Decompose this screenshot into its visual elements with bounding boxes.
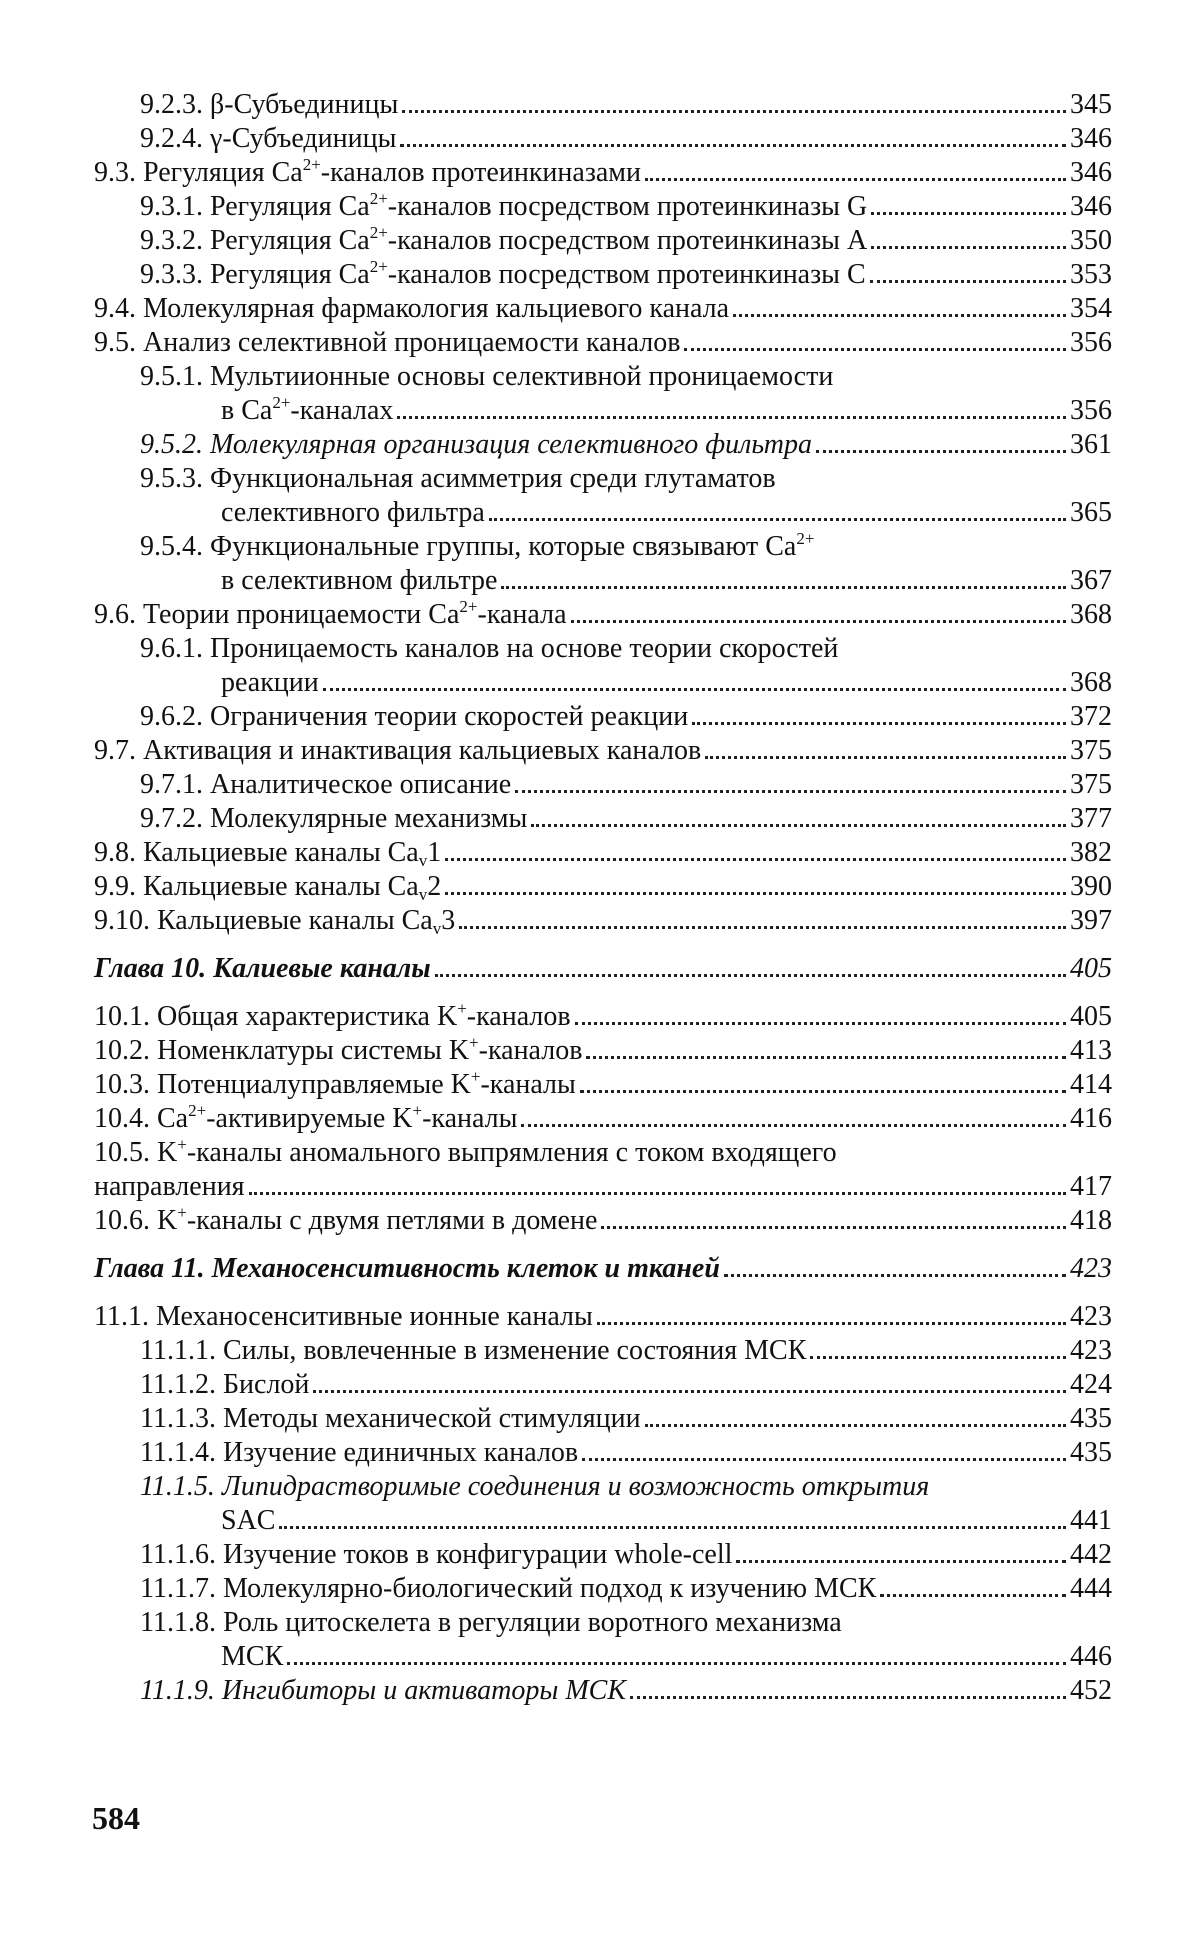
toc-entry-page: 416 bbox=[1070, 1103, 1112, 1134]
toc-entry bbox=[94, 428, 1112, 462]
toc-entry-page: 353 bbox=[1070, 259, 1112, 290]
dot-leader bbox=[582, 1458, 1066, 1461]
toc-entry-title: 9.4. Молекулярная фармакология кальциевого канала bbox=[94, 293, 730, 324]
toc-entry bbox=[94, 462, 1112, 530]
dot-leader bbox=[870, 280, 1066, 283]
toc-entry-page: 382 bbox=[1070, 837, 1112, 868]
dot-leader bbox=[435, 974, 1066, 977]
toc-entry-page: 375 bbox=[1070, 735, 1112, 766]
toc-entry-page: 346 bbox=[1070, 191, 1112, 222]
toc-entry bbox=[94, 700, 1112, 734]
toc-entry-page: 368 bbox=[1070, 667, 1112, 698]
toc-entry-title: 9.6.2. Ограничения теории скоростей реакции bbox=[140, 701, 689, 732]
toc-entry-title: SAC bbox=[221, 1505, 276, 1536]
toc-entry-title: 11.1.4. Изучение единичных каналов bbox=[140, 1437, 579, 1468]
dot-leader bbox=[645, 1424, 1066, 1427]
dot-leader bbox=[515, 790, 1066, 793]
toc-entry-title: 9.5.4. Функциональные группы, которые связывают $Ca^{2+}$ bbox=[140, 529, 815, 562]
toc-entry-page: 444 bbox=[1070, 1573, 1112, 1604]
toc-entry-title: в $Ca^{2+}$-каналах bbox=[221, 393, 394, 426]
toc-entry-title: 9.2.4. γ-Субъединицы bbox=[140, 123, 397, 154]
toc-entry-page: 346 bbox=[1070, 157, 1112, 188]
toc-entry-title: 9.8. Кальциевые каналы $Ca_v1$ bbox=[94, 837, 442, 870]
toc-entry-page: 375 bbox=[1070, 769, 1112, 800]
toc-entry-page: 418 bbox=[1070, 1205, 1112, 1236]
toc-entry-title: 9.5. Анализ селективной проницаемости каналов bbox=[94, 327, 681, 358]
toc-entry-title: 9.5.3. Функциональная асимметрия среди глутаматов bbox=[140, 463, 776, 494]
toc-entry-page: 424 bbox=[1070, 1369, 1112, 1400]
dot-leader bbox=[323, 688, 1066, 691]
dot-leader bbox=[645, 178, 1066, 181]
toc-entry-page: 414 bbox=[1070, 1069, 1112, 1100]
dot-leader bbox=[736, 1560, 1066, 1563]
toc-entry-title: 10.2. Номенклатуры системы K+-каналов bbox=[94, 1033, 583, 1066]
table-of-contents bbox=[94, 88, 1112, 1708]
toc-entry-title: 10.1. Общая характеристика K+-каналов bbox=[94, 999, 571, 1032]
toc-entry-page: 345 bbox=[1070, 89, 1112, 120]
toc-entry bbox=[94, 1000, 1112, 1034]
dot-leader bbox=[445, 858, 1066, 861]
toc-entry-title: 9.6.1. Проницаемость каналов на основе теории скоростей bbox=[140, 633, 839, 664]
toc-entry-title: 11.1.2. Бислой bbox=[140, 1369, 310, 1400]
dot-leader bbox=[601, 1226, 1066, 1229]
dot-leader bbox=[810, 1356, 1066, 1359]
toc-entry-title: в селективном фильтре bbox=[221, 565, 498, 596]
toc-entry bbox=[94, 360, 1112, 428]
dot-leader bbox=[501, 586, 1066, 589]
toc-entry-title: 9.5.1. Мультиионные основы селективной проницаемости bbox=[140, 361, 834, 392]
toc-entry-page: 356 bbox=[1070, 327, 1112, 358]
toc-entry-page: 417 bbox=[1070, 1171, 1112, 1202]
toc-entry bbox=[94, 598, 1112, 632]
toc-entry-page: 377 bbox=[1070, 803, 1112, 834]
dot-leader bbox=[397, 416, 1066, 419]
toc-entry-title: 9.7.1. Аналитическое описание bbox=[140, 769, 512, 800]
toc-entry bbox=[94, 1368, 1112, 1402]
toc-entry-title: 11.1.1. Силы, вовлеченные в изменение состояния МСК bbox=[140, 1335, 807, 1366]
toc-entry-page: 368 bbox=[1070, 599, 1112, 630]
toc-entry-continuation bbox=[140, 1640, 1112, 1674]
toc-entry bbox=[94, 768, 1112, 802]
toc-entry-title: 10.5. K+-каналы аномального выпрямления с током входящего bbox=[94, 1135, 837, 1168]
dot-leader bbox=[871, 212, 1066, 215]
toc-entry-title: 11.1.5. Липидрастворимые соединения и возможность открытия bbox=[140, 1471, 930, 1502]
toc-entry-page: 423 bbox=[1070, 1335, 1112, 1366]
dot-leader bbox=[249, 1192, 1066, 1195]
toc-entry-title: направления bbox=[94, 1171, 245, 1202]
toc-entry bbox=[94, 1674, 1112, 1708]
dot-leader bbox=[571, 620, 1067, 623]
chapter-title: Глава 10. Калиевые каналы bbox=[94, 953, 431, 984]
toc-entry-title: 10.4. $Ca^{2+}$-активируемые K+-каналы bbox=[94, 1101, 518, 1134]
dot-leader bbox=[575, 1022, 1066, 1025]
toc-entry-page: 390 bbox=[1070, 871, 1112, 902]
toc-entry bbox=[94, 1068, 1112, 1102]
dot-leader bbox=[880, 1594, 1066, 1597]
toc-entry-title: 9.7. Активация и инактивация кальциевых каналов bbox=[94, 735, 702, 766]
toc-entry-title: 10.3. Потенциалуправляемые K+-каналы bbox=[94, 1067, 576, 1100]
toc-entry bbox=[94, 904, 1112, 938]
toc-entry-page: 356 bbox=[1070, 395, 1112, 426]
dot-leader bbox=[733, 314, 1066, 317]
dot-leader bbox=[531, 824, 1066, 827]
toc-entry-continuation bbox=[140, 564, 1112, 598]
toc-entry-title: 11.1.7. Молекулярно-биологический подход к изучению МСК bbox=[140, 1573, 877, 1604]
toc-entry-title: 11.1.8. Роль цитоскелета в регуляции воротного механизма bbox=[140, 1607, 842, 1638]
toc-entry bbox=[94, 1538, 1112, 1572]
dot-leader bbox=[313, 1390, 1066, 1393]
toc-entry-page: 452 bbox=[1070, 1675, 1112, 1706]
page-number: 584 bbox=[92, 1800, 140, 1836]
toc-entry-title: реакции bbox=[221, 667, 319, 698]
toc-entry bbox=[94, 632, 1112, 700]
toc-entry bbox=[94, 1470, 1112, 1538]
dot-leader bbox=[580, 1090, 1066, 1093]
toc-entry bbox=[94, 224, 1112, 258]
toc-entry bbox=[94, 530, 1112, 598]
dot-leader bbox=[279, 1526, 1066, 1529]
dot-leader bbox=[597, 1322, 1066, 1325]
toc-entry bbox=[94, 1300, 1112, 1334]
toc-entry bbox=[94, 1334, 1112, 1368]
toc-entry bbox=[94, 1606, 1112, 1674]
toc-entry-page: 365 bbox=[1070, 497, 1112, 528]
dot-leader bbox=[521, 1124, 1066, 1127]
toc-entry-page: 435 bbox=[1070, 1403, 1112, 1434]
toc-entry-page: 361 bbox=[1070, 429, 1112, 460]
toc-entry bbox=[94, 870, 1112, 904]
toc-entry-title: МСК bbox=[221, 1641, 284, 1672]
dot-leader bbox=[816, 450, 1066, 453]
toc-entry-title: 11.1.9. Ингибиторы и активаторы МСК bbox=[140, 1675, 626, 1706]
toc-entry-title: 9.6. Теории проницаемости $Ca^{2+}$-канала bbox=[94, 597, 567, 630]
toc-entry bbox=[94, 1402, 1112, 1436]
toc-entry bbox=[94, 836, 1112, 870]
toc-entry-title: 9.2.3. β-Субъединицы bbox=[140, 89, 399, 120]
toc-entry-page: 423 bbox=[1070, 1301, 1112, 1332]
toc-entry-page: 350 bbox=[1070, 225, 1112, 256]
toc-entry-continuation bbox=[140, 496, 1112, 530]
chapter-page: 423 bbox=[1070, 1253, 1112, 1284]
toc-entry-continuation bbox=[140, 666, 1112, 700]
toc-entry bbox=[94, 1102, 1112, 1136]
dot-leader bbox=[586, 1056, 1066, 1059]
dot-leader bbox=[402, 110, 1066, 113]
toc-entry-page: 367 bbox=[1070, 565, 1112, 596]
toc-entry bbox=[94, 1436, 1112, 1470]
toc-entry bbox=[94, 190, 1112, 224]
toc-entry-title: 10.6. K+-каналы с двумя петлями в домене bbox=[94, 1203, 598, 1236]
toc-entry-page: 354 bbox=[1070, 293, 1112, 324]
chapter-title: Глава 11. Механосенситивность клеток и тканей bbox=[94, 1253, 720, 1284]
toc-entry bbox=[94, 326, 1112, 360]
toc-entry-title: 9.7.2. Молекулярные механизмы bbox=[140, 803, 528, 834]
toc-entry-continuation bbox=[140, 1504, 1112, 1538]
toc-entry bbox=[94, 156, 1112, 190]
toc-entry-title: 11.1. Механосенситивные ионные каналы bbox=[94, 1301, 593, 1332]
toc-entry bbox=[94, 258, 1112, 292]
dot-leader bbox=[445, 892, 1066, 895]
toc-entry-page: 441 bbox=[1070, 1505, 1112, 1536]
chapter-heading bbox=[94, 952, 1112, 986]
toc-entry-title: 9.5.2. Молекулярная организация селективного фильтра bbox=[140, 429, 812, 460]
dot-leader bbox=[630, 1696, 1066, 1699]
toc-entry-page: 405 bbox=[1070, 1001, 1112, 1032]
toc-entry-title: 11.1.3. Методы механической стимуляции bbox=[140, 1403, 641, 1434]
toc-entry bbox=[94, 734, 1112, 768]
dot-leader bbox=[871, 246, 1066, 249]
toc-entry bbox=[94, 1034, 1112, 1068]
chapter-heading bbox=[94, 1252, 1112, 1286]
toc-entry-title: 9.3. Регуляция $Ca^{2+}$-каналов протеинкиназами bbox=[94, 155, 642, 188]
toc-entry-title: селективного фильтра bbox=[221, 497, 485, 528]
toc-entry bbox=[94, 1136, 1112, 1204]
toc-entry-page: 413 bbox=[1070, 1035, 1112, 1066]
dot-leader bbox=[459, 926, 1066, 929]
toc-entry-title: 9.10. Кальциевые каналы $Ca_v3$ bbox=[94, 905, 456, 938]
dot-leader bbox=[400, 144, 1066, 147]
dot-leader bbox=[724, 1274, 1066, 1277]
toc-entry-title: 9.3.1. Регуляция $Ca^{2+}$-каналов посредством протеинкиназы G bbox=[140, 189, 868, 222]
toc-entry-page: 397 bbox=[1070, 905, 1112, 936]
toc-entry bbox=[94, 122, 1112, 156]
toc-entry-title: 11.1.6. Изучение токов в конфигурации whole-cell bbox=[140, 1539, 733, 1570]
toc-entry-title: 9.3.3. Регуляция $Ca^{2+}$-каналов посредством протеинкиназы C bbox=[140, 257, 866, 290]
toc-entry-continuation bbox=[94, 1170, 1112, 1204]
chapter-page: 405 bbox=[1070, 953, 1112, 984]
dot-leader bbox=[692, 722, 1066, 725]
dot-leader bbox=[684, 348, 1066, 351]
toc-entry bbox=[94, 802, 1112, 836]
toc-entry bbox=[94, 1204, 1112, 1238]
toc-entry-page: 446 bbox=[1070, 1641, 1112, 1672]
toc-entry-page: 372 bbox=[1070, 701, 1112, 732]
toc-entry bbox=[94, 1572, 1112, 1606]
toc-entry-page: 435 bbox=[1070, 1437, 1112, 1468]
toc-entry bbox=[94, 292, 1112, 326]
dot-leader bbox=[489, 518, 1066, 521]
toc-entry-continuation bbox=[140, 394, 1112, 428]
toc-entry-page: 346 bbox=[1070, 123, 1112, 154]
toc-entry-title: 9.3.2. Регуляция $Ca^{2+}$-каналов посредством протеинкиназы A bbox=[140, 223, 868, 256]
toc-entry-page: 442 bbox=[1070, 1539, 1112, 1570]
toc-entry-title: 9.9. Кальциевые каналы $Ca_v2$ bbox=[94, 871, 442, 904]
dot-leader bbox=[705, 756, 1066, 759]
toc-entry bbox=[94, 88, 1112, 122]
dot-leader bbox=[287, 1662, 1066, 1665]
